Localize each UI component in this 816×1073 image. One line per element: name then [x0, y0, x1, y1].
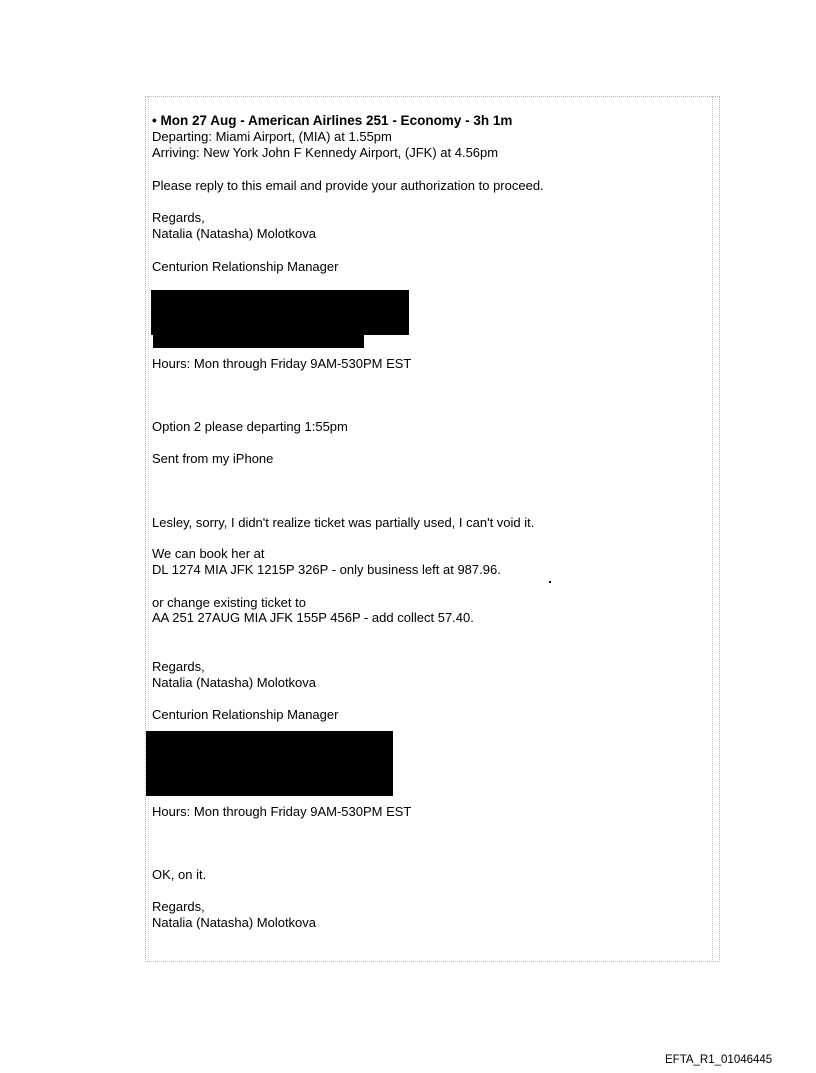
- signature-name-3: Natalia (Natasha) Molotkova: [152, 915, 317, 930]
- dl-option-line: DL 1274 MIA JFK 1215P 326P - only business left at 987.96.: [152, 562, 501, 577]
- bullet: •: [152, 113, 157, 128]
- frame-left-rule: [148, 96, 150, 962]
- stray-dot: [549, 581, 551, 583]
- signature-title-2: Centurion Relationship Manager: [152, 707, 339, 722]
- departing-line: Departing: Miami Airport, (MIA) at 1.55pm: [152, 129, 392, 144]
- redaction-block-1b: [153, 335, 364, 348]
- flight-heading: [152, 113, 512, 128]
- sent-from-iphone: Sent from my iPhone: [152, 451, 274, 466]
- flight-heading-text: Mon 27 Aug - American Airlines 251 - Economy - 3h 1m: [160, 113, 513, 128]
- signature-name-2: Natalia (Natasha) Molotkova: [152, 675, 317, 690]
- arriving-line: Arriving: New York John F Kennedy Airport, (JFK) at 4.56pm: [152, 145, 499, 160]
- redaction-block-1: [151, 290, 409, 335]
- signature-title-1: Centurion Relationship Manager: [152, 259, 339, 274]
- document-id: EFTA_R1_01046445: [665, 1054, 773, 1066]
- hours-2: Hours: Mon through Friday 9AM-530PM EST: [152, 804, 412, 819]
- ok-on-it: OK, on it.: [152, 867, 207, 882]
- authorization-request: Please reply to this email and provide your authorization to proceed.: [152, 178, 544, 193]
- apology-line: Lesley, sorry, I didn't realize ticket was partially used, I can't void it.: [152, 515, 535, 530]
- hours-1: Hours: Mon through Friday 9AM-530PM EST: [152, 356, 412, 371]
- regards-3: Regards,: [152, 899, 205, 914]
- or-change-line: or change existing ticket to: [152, 595, 306, 610]
- regards-1: Regards,: [152, 210, 205, 225]
- signature-name-1: Natalia (Natasha) Molotkova: [152, 226, 317, 241]
- aa-option-line: AA 251 27AUG MIA JFK 155P 456P - add collect 57.40.: [152, 610, 474, 625]
- redaction-block-2: [146, 731, 393, 796]
- frame-inner-rule: [712, 96, 714, 962]
- can-book-line: We can book her at: [152, 546, 265, 561]
- regards-2: Regards,: [152, 659, 205, 674]
- option-reply: Option 2 please departing 1:55pm: [152, 419, 348, 434]
